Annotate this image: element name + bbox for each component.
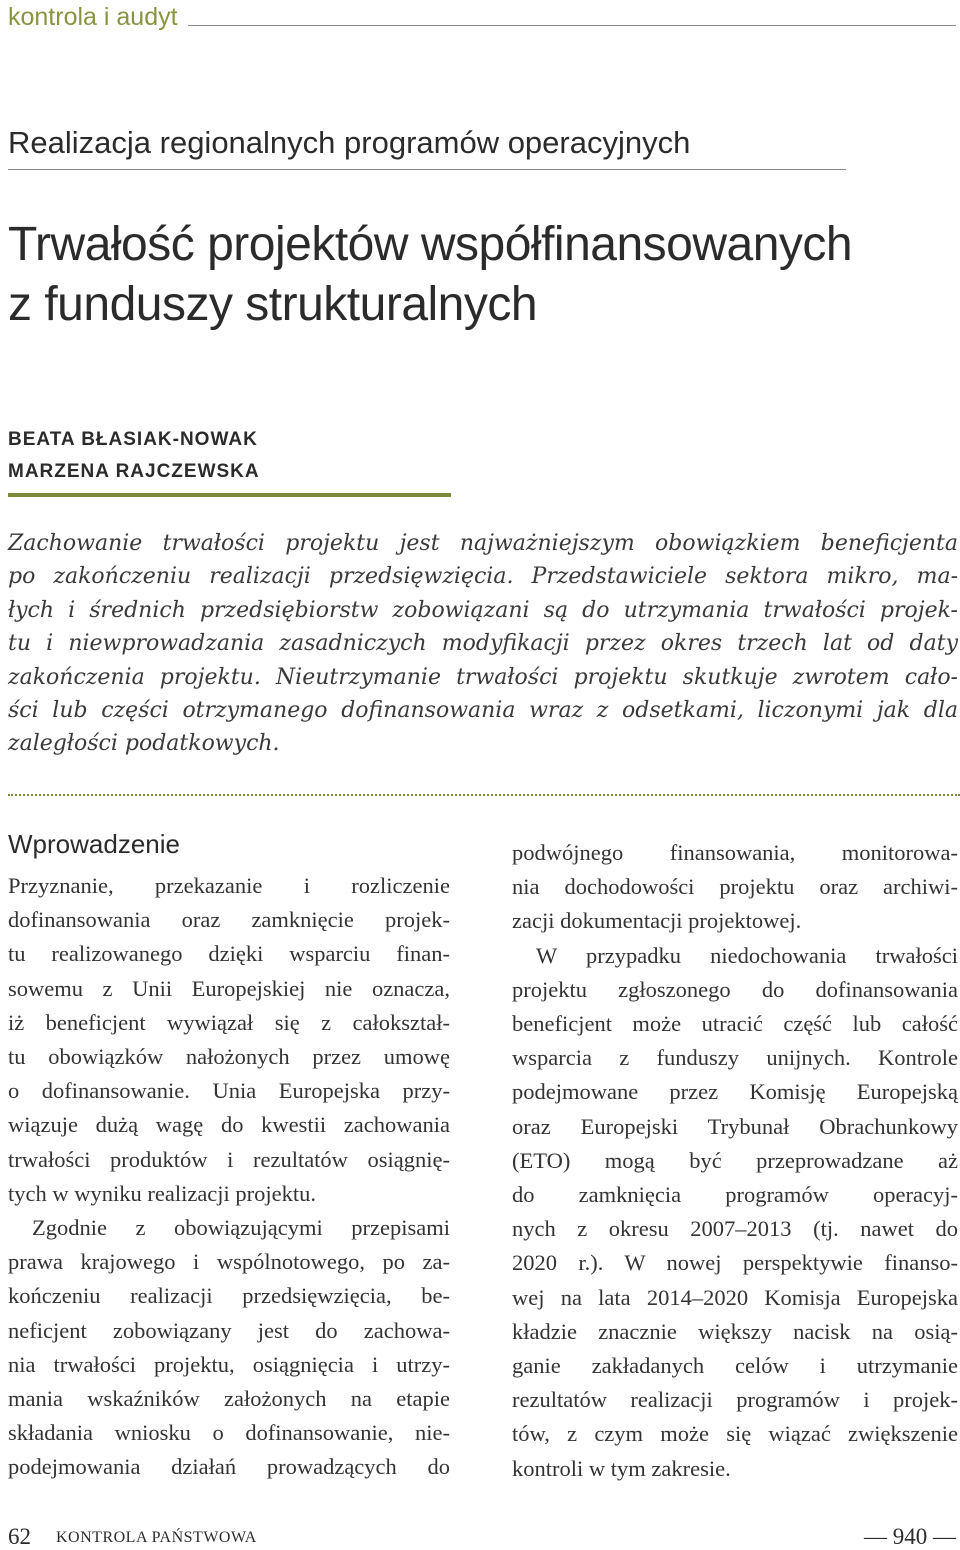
body-line: trwałości produktów i rezultatów osiągnię- [8, 1146, 450, 1172]
body-line: zacji dokumentacji projektowej. [512, 908, 802, 934]
lead-line: ści lub części otrzymanego dofinansowania wraz z odsetkami, liczonymi jak dla [8, 698, 958, 724]
lead-line: zakończenia projektu. Nieutrzymanie trwałości projektu skutkuje zwrotem cało- [8, 664, 958, 690]
body-line: W przypadku niedochowania trwałości [536, 942, 958, 968]
body-line: dofinansowania oraz zamknięcie projek- [8, 907, 450, 933]
body-line: iż beneficjent wywiązał się z całokształ- [8, 1009, 450, 1035]
section-divider [188, 25, 956, 26]
body-line: o dofinansowanie. Unia Europejska przy- [8, 1078, 450, 1104]
page-footer [8, 1524, 956, 1548]
body-line: do zamknięcia programów operacyj- [512, 1182, 958, 1208]
body-line: projektu zgłoszonego do dofinansowania [512, 976, 958, 1002]
body-column-left [8, 869, 450, 1485]
body-line: oraz Europejski Trybunał Obrachunkowy [512, 1113, 958, 1139]
body-line: nia dochodowości projektu oraz archiwi- [512, 874, 958, 900]
body-line: nych z okresu 2007–2013 (tj. nawet do [512, 1216, 958, 1242]
body-line: kontroli w tym zakresie. [512, 1455, 731, 1481]
author-name: BEATA BŁASIAK-NOWAK [8, 429, 258, 450]
body-line: prawa krajowego i wspólnotowego, po za- [8, 1249, 450, 1275]
body-line: Zgodnie z obowiązującymi przepisami [32, 1215, 450, 1241]
body-line: składania wniosku o dofinansowanie, nie- [8, 1420, 450, 1446]
section-tag: kontrola i audyt [8, 3, 178, 31]
lead-line: po zakończeniu realizacji przedsięwzięcia. Przedstawiciele sektora mikro, ma- [8, 564, 958, 590]
body-line: podwójnego finansowania, monitorowa- [512, 840, 958, 865]
body-line: nia trwałości projektu, osiągnięcia i utrzy- [8, 1351, 450, 1377]
lead-line: Zachowanie trwałości projektu jest najważniejszym obowiązkiem beneficjenta [8, 531, 958, 556]
body-line: mania wskaźników założonych na etapie [8, 1386, 450, 1412]
issue-number: — 940 — [864, 1524, 956, 1549]
body-column-right [512, 836, 958, 1486]
body-line: tów, z czym może się wiązać zwiększenie [512, 1421, 958, 1447]
body-line: (ETO) mogą być przeprowadzane aż [512, 1147, 958, 1173]
article-title-line: z funduszy strukturalnych [8, 278, 538, 331]
journal-name: KONTROLA PAŃSTWOWA [56, 1529, 257, 1546]
body-line: beneficjent może utracić część lub całość [512, 1011, 958, 1037]
lead-line: tu i niewprowadzania zasadniczych modyfikacji przez okres trzech lat od daty [8, 631, 958, 657]
section-heading: Wprowadzenie [8, 829, 180, 859]
body-line: wsparcia z funduszy unijnych. Kontrole [512, 1045, 958, 1071]
body-line: kładzie znacznie większy nacisk na osią- [512, 1318, 958, 1344]
body-line: neficjent zobowiązany jest do zachowa- [8, 1317, 450, 1343]
body-line: rezultatów realizacji programów i projek- [512, 1387, 958, 1413]
page-number: 62 [8, 1524, 31, 1549]
lead-line: zaległości podatkowych. [8, 731, 280, 757]
body-line: sowemu z Unii Europejskiej nie oznacza, [8, 975, 450, 1001]
article-title-line: Trwałość projektów współfinansowanych [8, 218, 853, 271]
article-title [8, 215, 960, 335]
authors [8, 424, 260, 488]
lead-paragraph [8, 527, 958, 761]
body-line: tu realizowanego dzięki wsparciu finan- [8, 941, 450, 967]
body-line: 2020 r.). W nowej perspektywie finanso- [512, 1250, 958, 1276]
body-line: kończeniu realizacji przedsięwzięcia, be- [8, 1283, 450, 1309]
series-title: Realizacja regionalnych programów operacyjnych [8, 124, 846, 170]
author-rule [8, 493, 451, 497]
lead-divider [8, 794, 960, 796]
body-line: wiązuje dużą wagę do kwestii zachowania [8, 1112, 450, 1138]
author-name: MARZENA RAJCZEWSKA [8, 461, 260, 482]
lead-line: łych i średnich przedsiębiorstw zobowiązani są do utrzymania trwałości projek- [8, 597, 958, 623]
body-line: podejmowania działań prowadzących do [8, 1454, 450, 1480]
body-line: wej na lata 2014–2020 Komisja Europejska [512, 1284, 958, 1310]
body-line: Przyznanie, przekazanie i rozliczenie [8, 873, 450, 898]
body-line: tych w wyniku realizacji projektu. [8, 1180, 317, 1206]
section-header [8, 0, 956, 30]
body-line: podejmowane przez Komisję Europejską [512, 1079, 958, 1105]
body-line: ganie zakładanych celów i utrzymanie [512, 1353, 958, 1379]
body-line: tu obowiązków nałożonych przez umowę [8, 1044, 450, 1070]
